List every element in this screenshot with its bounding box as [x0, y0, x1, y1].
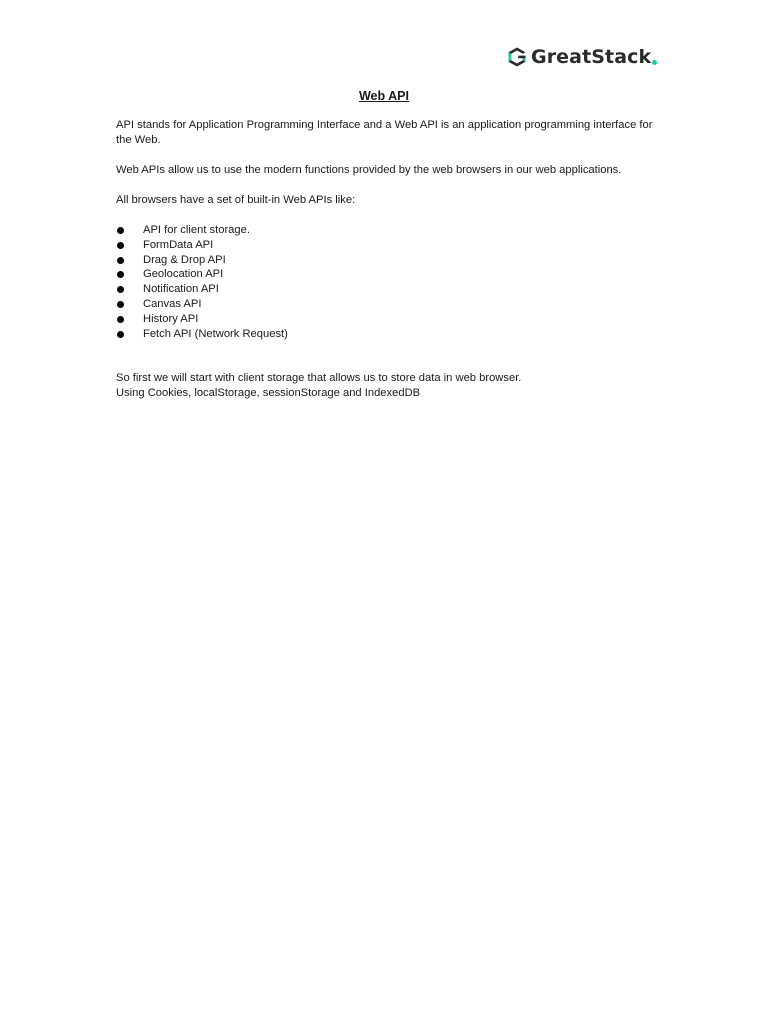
brand-logo: [506, 44, 657, 70]
bullet-icon: [117, 257, 124, 264]
list-item-text: Notification API: [143, 283, 219, 296]
list-item-text: Geolocation API: [143, 268, 224, 281]
bullet-icon: [117, 227, 124, 234]
closing-line-client-storage: So first we will start with client storage that allows us to store data in web browser.: [116, 372, 522, 385]
bullet-icon: [117, 271, 124, 278]
list-item: [116, 297, 661, 312]
list-item-text: FormData API: [143, 238, 214, 251]
closing-line-storage-types: Using Cookies, localStorage, sessionStorage and IndexedDB: [116, 386, 421, 399]
bullet-icon: [117, 242, 124, 249]
bullet-icon: [117, 331, 124, 338]
list-item: [116, 312, 661, 327]
bullet-icon: [117, 301, 124, 308]
document-title: Web API: [358, 89, 409, 103]
document-body: [116, 118, 661, 400]
list-item: [116, 282, 661, 297]
list-item: [116, 223, 661, 238]
paragraph-web-apis: Web APIs allow us to use the modern functions provided by the web browsers in our web applications.: [116, 164, 622, 176]
brand-name: GreatStack: [531, 46, 652, 68]
list-item-text: Fetch API (Network Request): [143, 327, 288, 340]
bullet-icon: [117, 316, 124, 323]
list-item: [116, 238, 661, 253]
list-item-text: API for client storage.: [143, 224, 250, 236]
paragraph-builtin-apis: All browsers have a set of built-in Web APIs like:: [116, 194, 356, 206]
api-bullet-list: [116, 223, 661, 341]
list-item-text: Canvas API: [143, 297, 202, 310]
list-item-text: Drag & Drop API: [143, 253, 226, 266]
list-item: [116, 253, 661, 268]
bullet-icon: [117, 286, 124, 293]
brand-accent-dot: [652, 60, 657, 65]
greatstack-logo-icon: [506, 46, 528, 68]
list-item: [116, 327, 661, 342]
list-item: [116, 267, 661, 282]
paragraph-api-definition: API stands for Application Programming Interface and a Web API is an application programming interface for the Web.: [116, 119, 653, 146]
list-item-text: History API: [143, 312, 199, 325]
